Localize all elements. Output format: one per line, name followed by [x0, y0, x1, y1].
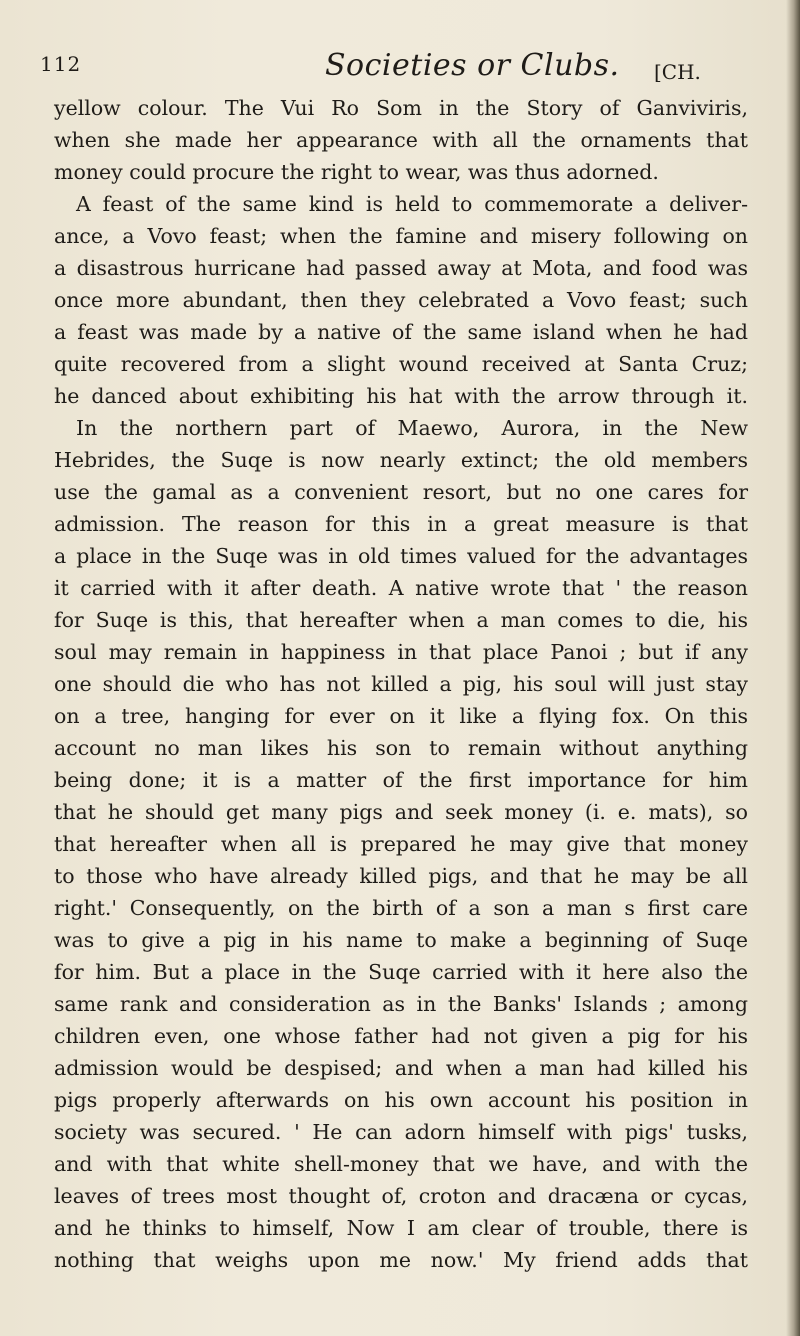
- text-line: A feast of the same kind is held to commemorate a deliver-: [76, 192, 748, 216]
- text-line: being done; it is a matter of the first importance for him: [54, 768, 748, 792]
- text-line: right.' Consequently, on the birth of a son a man s first care: [54, 896, 748, 920]
- running-title: Societies or Clubs.: [325, 48, 620, 83]
- text-line: that hereafter when all is prepared he may give that money: [54, 832, 748, 856]
- text-line: when she made her appearance with all the ornaments that: [54, 128, 748, 152]
- text-line: it carried with it after death. A native wrote that ' the reason: [54, 576, 748, 600]
- text-line: quite recovered from a slight wound received at Santa Cruz;: [54, 352, 748, 376]
- body-text: [54, 92, 748, 1276]
- text-line: on a tree, hanging for ever on it like a flying fox. On this: [54, 704, 748, 728]
- text-line: admission would be despised; and when a man had killed his: [54, 1056, 748, 1080]
- text-line: one should die who has not killed a pig, his soul will just stay: [54, 672, 748, 696]
- page-number: 112: [40, 52, 82, 76]
- page-edge-shadow: [786, 0, 800, 1336]
- text-line: that he should get many pigs and seek money (i. e. mats), so: [54, 800, 748, 824]
- text-line: for Suqe is this, that hereafter when a man comes to die, his: [54, 608, 748, 632]
- text-line: same rank and consideration as in the Banks' Islands ; among: [54, 992, 748, 1016]
- text-line: account no man likes his son to remain without anything: [54, 736, 748, 760]
- text-line: he danced about exhibiting his hat with the arrow through it.: [54, 384, 748, 408]
- text-line: In the northern part of Maewo, Aurora, in the New: [76, 416, 748, 440]
- text-line: money could procure the right to wear, was thus adorned.: [54, 160, 659, 184]
- text-line: a disastrous hurricane had passed away at Mota, and food was: [54, 256, 748, 280]
- text-line: was to give a pig in his name to make a beginning of Suqe: [54, 928, 748, 952]
- text-line: use the gamal as a convenient resort, but no one cares for: [54, 480, 748, 504]
- text-line: ance, a Vovo feast; when the famine and misery following on: [54, 224, 748, 248]
- text-line: soul may remain in happiness in that place Panoi ; but if any: [54, 640, 748, 664]
- text-line: once more abundant, then they celebrated a Vovo feast; such: [54, 288, 748, 312]
- text-line: for him. But a place in the Suqe carried with it here also the: [54, 960, 748, 984]
- text-line: nothing that weighs upon me now.' My friend adds that: [54, 1248, 748, 1272]
- text-line: Hebrides, the Suqe is now nearly extinct; the old members: [54, 448, 748, 472]
- text-line: admission. The reason for this in a great measure is that: [54, 512, 748, 536]
- text-line: pigs properly afterwards on his own account his position in: [54, 1088, 748, 1112]
- text-line: and he thinks to himself, Now I am clear of trouble, there is: [54, 1216, 748, 1240]
- text-line: and with that white shell-money that we have, and with the: [54, 1152, 748, 1176]
- chapter-mark: [CH.: [654, 60, 701, 84]
- text-line: leaves of trees most thought of, croton and dracæna or cycas,: [54, 1184, 748, 1208]
- page-header: [40, 48, 740, 92]
- text-line: yellow colour. The Vui Ro Som in the Story of Ganviviris,: [54, 96, 748, 120]
- text-line: society was secured. ' He can adorn himself with pigs' tusks,: [54, 1120, 748, 1144]
- text-line: a feast was made by a native of the same island when he had: [54, 320, 748, 344]
- text-line: to those who have already killed pigs, and that he may be all: [54, 864, 748, 888]
- text-line: a place in the Suqe was in old times valued for the advantages: [54, 544, 748, 568]
- text-line: children even, one whose father had not given a pig for his: [54, 1024, 748, 1048]
